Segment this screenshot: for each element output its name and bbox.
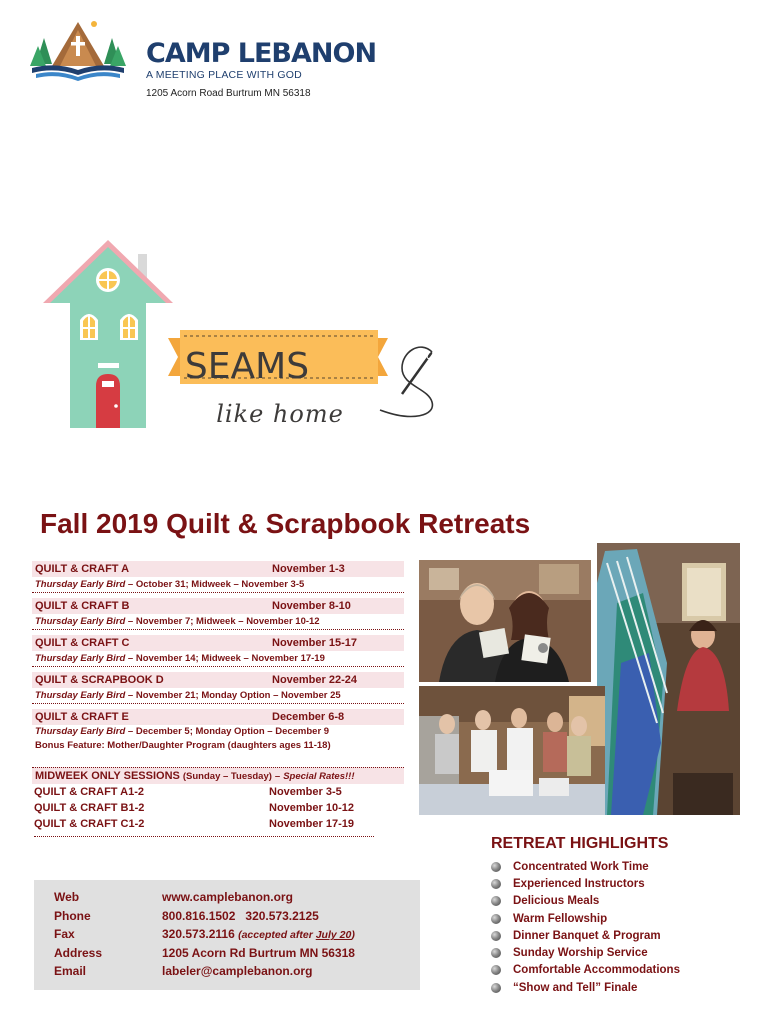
early-bird-label: Thursday Early Bird [35,690,126,701]
early-bird-label: Thursday Early Bird [35,579,126,590]
list-item [491,927,680,944]
contact-phone-row [54,907,420,926]
fax-note-prefix: (accepted after [238,929,316,942]
contact-address: 1205 Acorn Rd Burtrum MN 56318 [162,945,355,960]
contact-web-row [54,888,420,907]
list-item [491,979,680,996]
banner-script: like home [216,400,344,428]
highlight-text: Comfortable Accommodations [513,964,680,977]
banner-word: SEAMS [184,346,310,387]
highlight-text: Warm Fellowship [513,912,608,925]
retreat-name: QUILT & CRAFT E [35,711,129,723]
retreat-name: QUILT & CRAFT C [35,637,130,649]
retreat-a [32,561,404,593]
retreat-detail: – November 21; Monday Option – November 25 [127,690,341,701]
contact-address-row [54,944,420,963]
contact-label: Web [54,890,80,905]
retreat-detail: – November 14; Midweek – November 17-19 [127,653,325,664]
early-bird-label: Thursday Early Bird [35,726,126,737]
bullet-icon [491,931,501,941]
early-bird-label: Thursday Early Bird [35,616,126,627]
list-item [491,944,680,961]
seams-like-home-illustration [40,240,440,440]
bullet-icon [491,914,501,924]
fax-note-date: July 20 [315,929,352,942]
phone-numbers: 800.816.1502 320.573.2125 [162,908,319,923]
bullet-icon [491,862,501,872]
highlight-text: Dinner Banquet & Program [513,929,661,942]
highlights-title: RETREAT HIGHLIGHTS [491,835,669,852]
retreat-dates: November 22-24 [272,674,357,686]
retreat-dates: December 6-8 [272,711,345,723]
retreat-d [32,672,404,704]
list-item [491,893,680,910]
fax-number: 320.573.2116 [162,927,235,942]
session-dates: November 3-5 [269,786,342,798]
page-title: Fall 2019 Quilt & Scrapbook Retreats [40,508,531,539]
email-link[interactable]: labeler@camplebanon.org [162,964,313,979]
highlight-text: “Show and Tell” Finale [513,981,638,994]
retreat-detail: – October 31; Midweek – November 3-5 [127,579,305,590]
contact-label: Fax [54,927,75,942]
contact-fax-row [54,925,420,944]
contact-label: Email [54,964,87,979]
retreat-b [32,598,404,630]
retreat-name: QUILT & CRAFT A [35,563,130,575]
retreat-name: QUILT & SCRAPBOOK D [35,674,164,686]
list-item [491,875,680,892]
list-item [491,910,680,927]
bullet-icon [491,879,501,889]
brand-name: CAMP LEBANON [146,38,377,69]
midweek-title: MIDWEEK ONLY SESSIONS [35,770,180,782]
photo-two-women [419,560,591,682]
list-item [34,800,374,816]
contact-label: Address [54,945,103,960]
highlights-list [491,858,680,996]
bullet-icon [491,948,501,958]
highlight-text: Delicious Meals [513,895,600,908]
bonus-feature: Bonus Feature: Mother/Daughter Program (daughters ages 11-18) [35,740,331,751]
list-item [491,962,680,979]
bullet-icon [491,965,501,975]
retreat-dates: November 1-3 [272,563,345,575]
retreat-name: QUILT & CRAFT B [35,600,130,612]
photo-quilt-display [597,543,740,815]
contact-label: Phone [54,908,91,923]
brand-tagline: A MEETING PLACE WITH GOD [146,69,302,81]
session-name: QUILT & CRAFT A1-2 [34,786,144,798]
bullet-icon [491,983,501,993]
bullet-icon [491,896,501,906]
highlight-text: Experienced Instructors [513,877,645,890]
list-item [491,858,680,875]
retreat-c [32,635,404,667]
session-name: QUILT & CRAFT C1-2 [34,818,145,830]
contact-email-row [54,962,420,981]
midweek-days: (Sunday – Tuesday) [182,770,272,782]
contact-box [34,880,420,990]
retreat-dates: November 8-10 [272,600,351,612]
session-dates: November 10-12 [269,802,354,814]
session-dates: November 17-19 [269,818,354,830]
list-item [34,784,374,800]
midweek-sessions [34,784,374,837]
list-item [34,816,374,832]
retreat-dates: November 15-17 [272,637,357,649]
midweek-heading [32,767,404,784]
midweek-special: Special Rates!!! [283,770,355,782]
session-name: QUILT & CRAFT B1-2 [34,802,145,814]
retreat-e [32,709,404,753]
header-address: 1205 Acorn Road Burtrum MN 56318 [146,88,311,99]
highlight-text: Concentrated Work Time [513,860,649,873]
highlight-text: Sunday Worship Service [513,947,648,960]
photo-sewing-room [419,686,605,815]
thread-icon [380,347,432,416]
midweek-dash: – [274,770,281,782]
camp-lebanon-logo-icon [28,20,128,82]
retreat-detail: – December 5; Monday Option – December 9 [127,726,330,737]
retreat-detail: – November 7; Midweek – November 10-12 [127,616,320,627]
early-bird-label: Thursday Early Bird [35,653,126,664]
website-link[interactable]: www.camplebanon.org [162,890,293,905]
fax-note-suffix: ) [351,929,355,942]
